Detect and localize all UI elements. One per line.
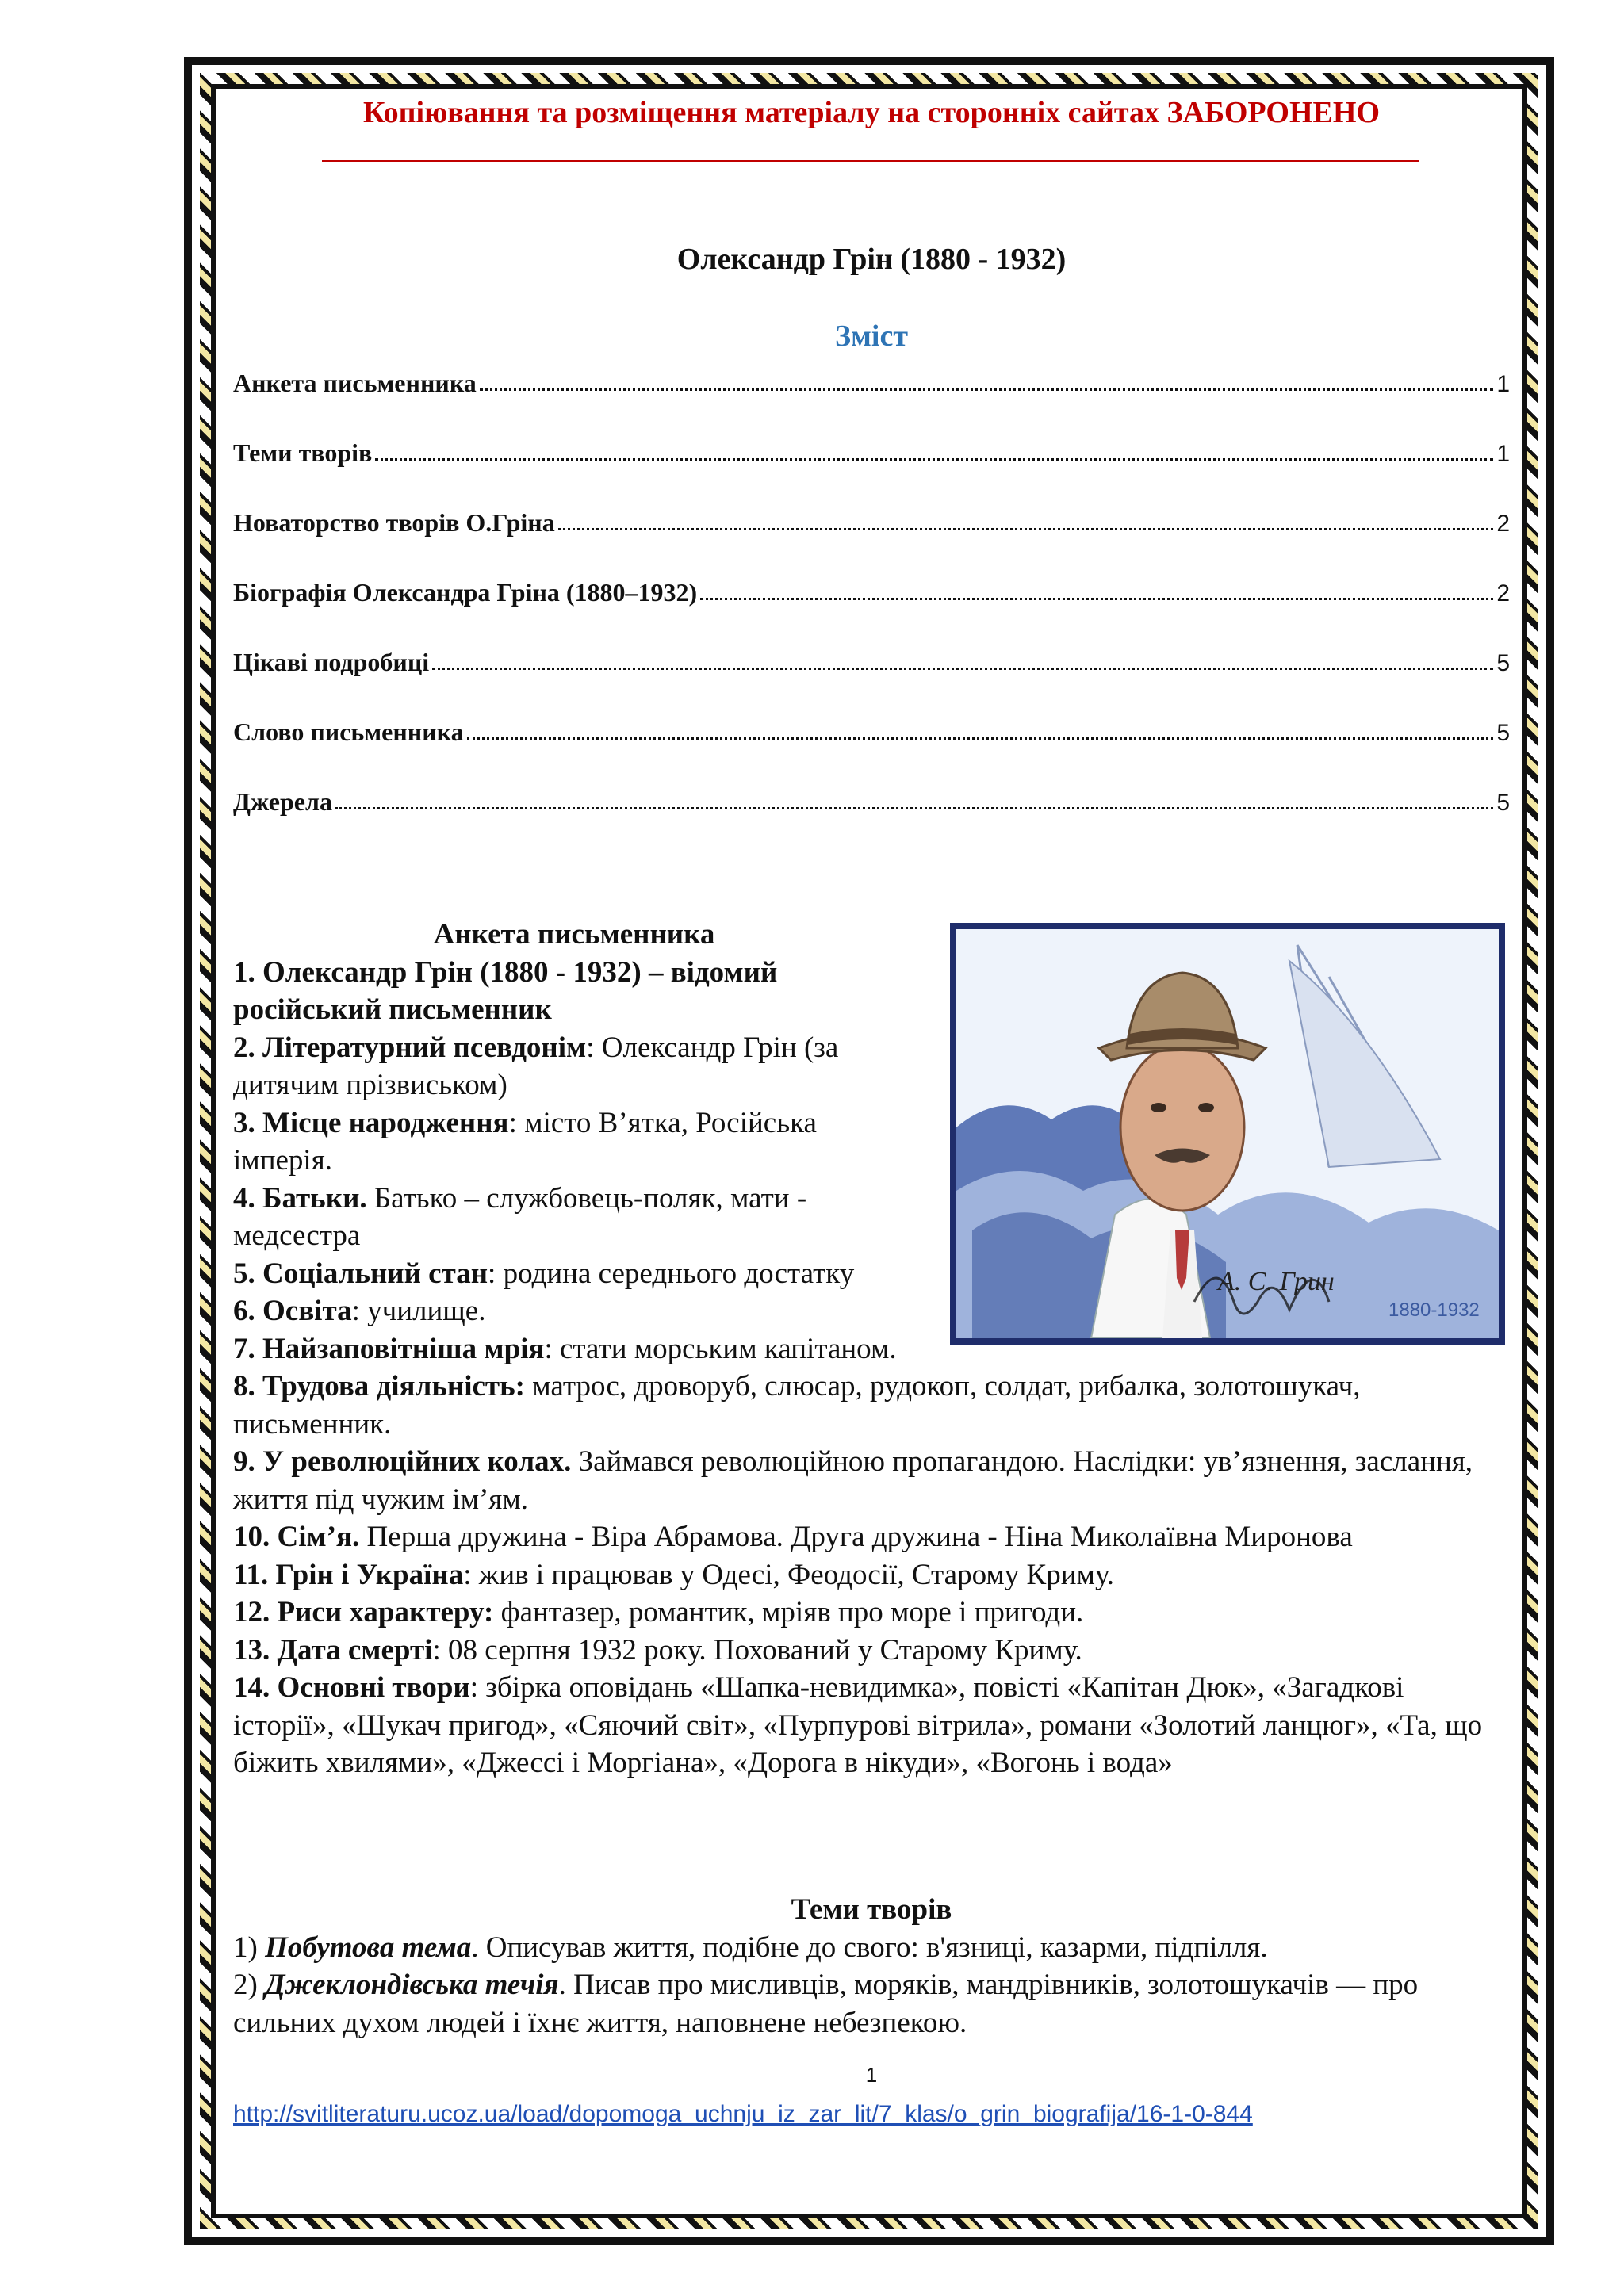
toc-item-page: 5 <box>1496 650 1510 676</box>
profile-item-value: : училище. <box>351 1295 486 1327</box>
profile-item-key: 7. Найзаповітніша мрія <box>233 1332 545 1365</box>
profile-item-key: 6. Освіта <box>233 1295 352 1327</box>
profile-item-value: Перша дружина - Віра Абрамова. Друга дружина - Ніна Миколаївна Миронова <box>359 1521 1353 1553</box>
profile-item-key: 3. Місце народження <box>233 1106 509 1139</box>
toc-item[interactable] <box>233 428 1510 468</box>
warning-underline <box>322 160 1419 162</box>
theme-name: Джеклондівська течія <box>265 1969 559 2001</box>
toc-item[interactable] <box>233 707 1510 747</box>
profile-item-key: 2. Літературний псевдонім <box>233 1031 587 1064</box>
toc-item-label: Цікаві подробиці <box>233 648 430 676</box>
toc-leader-dots <box>700 598 1493 600</box>
profile-item-key: 4. Батьки. <box>233 1181 367 1215</box>
profile-item-key: 10. Сім’я. <box>233 1521 360 1553</box>
profile-item-key: 9. У революційних колах. <box>233 1445 572 1478</box>
toc-item-page: 5 <box>1496 720 1510 746</box>
profile-item <box>233 1594 1510 1632</box>
toc-item-label: Теми творів <box>233 438 373 467</box>
toc-leader-dots <box>375 458 1493 461</box>
profile-item <box>233 1632 1510 1670</box>
profile-item <box>233 1518 1510 1556</box>
toc-item[interactable] <box>233 777 1510 817</box>
toc-item[interactable] <box>233 358 1510 398</box>
profile-item-key: 12. Риси характеру: <box>233 1596 494 1628</box>
profile-item <box>233 1104 923 1180</box>
theme-description: . Писав про мисливців, моряків, мандрівників, золотошукачів — про сильних духом людей і їхнє життя, наповнене небезпекою. <box>233 1969 1419 2039</box>
profile-item-value: матрос, дроворуб, слюсар, рудокоп, солдат, рибалка, золотошукач, письменник. <box>233 1370 1361 1441</box>
toc-leader-dots <box>558 528 1494 530</box>
page-number: 1 <box>865 2063 878 2087</box>
portrait-signature: А. С. Грин <box>1218 1267 1335 1296</box>
profile-item-value: Займався революційною пропагандою. Наслідки: ув’язнення, заслання, життя під чужим ім’ям. <box>233 1445 1473 1516</box>
profile-item-value: : збірка оповідань «Шапка-невидимка», повісті «Капітан Дюк», «Загадкові історії», «Шукач пригод», «Сяючий світ», «Пурпурові вітрила», романи «Золотий ланцюг», «Та, що біжить хвилями», «Джессі і Моргіана», «Дорога в нікуди», «Вогонь і вода» <box>233 1671 1483 1779</box>
profile-item-key: 11. Грін і Україна <box>233 1558 464 1591</box>
toc-leader-dots <box>467 737 1494 740</box>
theme-description: . Описував життя, подібне до свого: в'язниці, казарми, підпілля. <box>471 1931 1268 1964</box>
profile-item-value: : родина середнього достатку <box>488 1257 855 1290</box>
profile-item-value: фантазер, романтик, мріяв про море і пригоди. <box>493 1596 1084 1628</box>
profile-item-value: : жив і працював у Одесі, Феодосії, Старому Криму. <box>463 1558 1114 1591</box>
profile-item-key: 14. Основні твори <box>233 1671 470 1704</box>
page-title: Олександр Грін (1880 - 1932) <box>676 243 1067 276</box>
toc-item[interactable] <box>233 568 1510 607</box>
themes-section <box>233 1891 1510 2042</box>
profile-item-value: : стати морським капітаном. <box>544 1332 897 1365</box>
theme-number: 2) <box>233 1969 266 2001</box>
portrait-years: 1880-1932 <box>1388 1299 1480 1321</box>
profile-item <box>233 954 923 1029</box>
profile-item-key: 1. Олександр Грін (1880 - 1932) – відомий російський письменник <box>233 955 778 1026</box>
toc-item-page: 2 <box>1496 580 1510 607</box>
profile-item <box>233 1029 923 1104</box>
toc-leader-dots <box>432 668 1493 670</box>
profile-item <box>233 1556 1510 1594</box>
toc-item-page: 5 <box>1496 790 1510 816</box>
toc-item[interactable] <box>233 498 1510 538</box>
toc-item-page: 2 <box>1496 511 1510 537</box>
copy-warning: Копіювання та розміщення матеріалу на сторонніх сайтах ЗАБОРОНЕНО <box>362 96 1381 129</box>
toc-item-label: Слово письменника <box>233 718 464 746</box>
profile-item <box>233 1669 1510 1782</box>
profile-item-value: : місто В’ятка, Російська імперія. <box>233 1106 817 1177</box>
profile-item <box>233 1443 1510 1518</box>
toc-item-label: Анкета письменника <box>233 369 477 397</box>
document-content <box>233 95 1510 2204</box>
theme-item <box>233 1929 1510 1967</box>
toc-heading: Зміст <box>834 320 909 353</box>
profile-item <box>233 1330 1510 1368</box>
profile-item-key: 8. Трудова діяльність: <box>233 1370 525 1402</box>
profile-item-value: : Олександр Грін (за дитячим прізвиськом) <box>233 1031 839 1101</box>
theme-number: 1) <box>233 1931 266 1964</box>
themes-heading: Теми творів <box>791 1893 952 1926</box>
toc-leader-dots <box>335 807 1493 809</box>
toc-item[interactable] <box>233 637 1510 677</box>
toc-item-label: Джерела <box>233 787 332 816</box>
profile-item <box>233 1255 923 1293</box>
toc-item-page: 1 <box>1496 441 1510 467</box>
profile-item-key: 5. Соціальний стан <box>233 1257 488 1290</box>
profile-item <box>233 1368 1510 1443</box>
theme-item <box>233 1966 1510 2042</box>
profile-heading: Анкета письменника <box>433 918 715 951</box>
toc-item-label: Біографія Олександра Гріна (1880–1932) <box>233 578 698 607</box>
toc-item-page: 1 <box>1496 371 1510 397</box>
profile-item-value: : 08 серпня 1932 року. Похований у Старому Криму. <box>432 1633 1082 1667</box>
toc-item-label: Новаторство творів О.Гріна <box>233 508 555 537</box>
profile-item <box>233 1180 923 1255</box>
profile-item-value: Батько – службовець-поляк, мати - медсестра <box>233 1181 807 1252</box>
toc-leader-dots <box>480 388 1494 391</box>
profile-item <box>233 1292 1510 1330</box>
source-link[interactable]: http://svitliteraturu.ucoz.ua/load/dopomoga_uchnju_iz_zar_lit/7_klas/o_grin_biografija/16-1-0-844 <box>233 2101 1253 2127</box>
profile-item-key: 13. Дата смерті <box>233 1633 433 1667</box>
writer-profile <box>233 916 1510 1782</box>
theme-name: Побутова тема <box>265 1931 472 1964</box>
